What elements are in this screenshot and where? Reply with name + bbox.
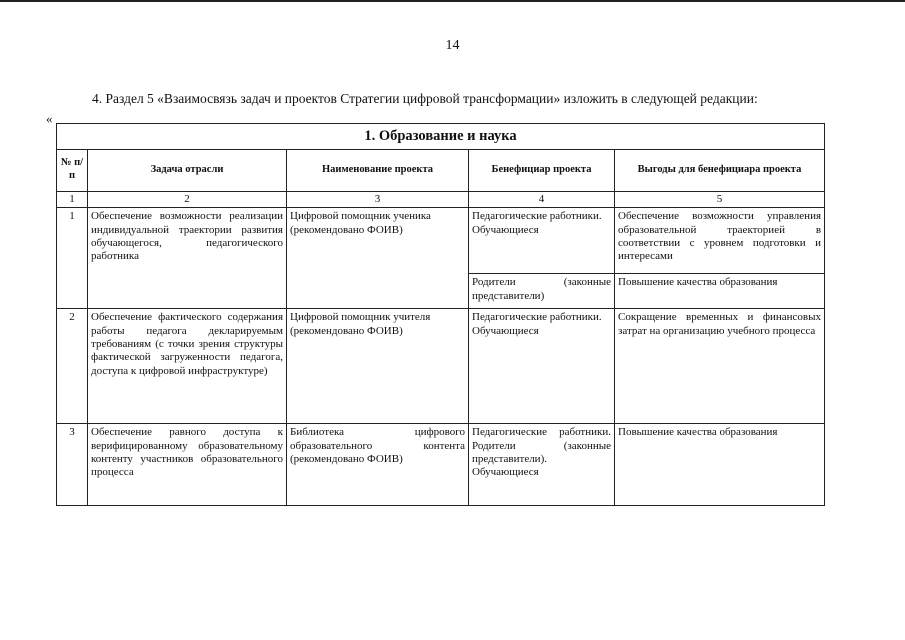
opening-quote-mark: « <box>46 111 53 126</box>
benefit-cell: Повышение качества образования <box>615 424 825 506</box>
scan-top-border <box>0 0 905 2</box>
header-row <box>57 149 825 191</box>
project-cell: Библиотека цифрового образовательного контента (рекомендовано ФОИВ) <box>287 424 469 506</box>
header-task: Задача отрасли <box>88 149 287 191</box>
column-number: 3 <box>287 191 469 207</box>
beneficiary-cell: Педагогические работники. Обучающиеся <box>469 309 615 424</box>
project-cell: Цифровой помощник учителя (рекомендовано ФОИВ) <box>287 309 469 424</box>
strategy-table <box>56 123 825 506</box>
task-cell: Обеспечение фактического содержания работы педагога декларируемым требованиям (с точки зрения структуры фактической загруженности педагога, доступа к цифровой инфраструктуре) <box>88 309 287 424</box>
column-number: 5 <box>615 191 825 207</box>
column-number: 2 <box>88 191 287 207</box>
table-row <box>57 424 825 506</box>
intro-paragraph: 4. Раздел 5 «Взаимосвязь задач и проектов Стратегии цифровой трансформации» изложить в следующей редакции: <box>92 91 758 106</box>
task-cell: Обеспечение возможности реализации индивидуальной траектории развития обучающегося, педагогического работника <box>88 208 287 309</box>
page-number: 14 <box>445 38 460 53</box>
row-number: 1 <box>57 208 88 309</box>
benefit-cell: Обеспечение возможности управления образовательной траекторией в соответствии с уровнем подготовки и интересами <box>615 208 825 274</box>
beneficiary-cell: Педагогические работники. Родители (законные представители). Обучающиеся <box>469 424 615 506</box>
beneficiary-cell: Педагогические работники. Обучающиеся <box>469 208 615 274</box>
beneficiary-cell: Родители (законные представители) <box>469 274 615 309</box>
header-num: № п/п <box>57 149 88 191</box>
table-row <box>57 309 825 424</box>
section-row <box>57 124 825 150</box>
table-row <box>57 208 825 274</box>
project-cell: Цифровой помощник ученика (рекомендовано ФОИВ) <box>287 208 469 309</box>
section-title: 1. Образование и наука <box>57 124 825 150</box>
header-project: Наименование проекта <box>287 149 469 191</box>
header-benefits: Выгоды для бенефициара проекта <box>615 149 825 191</box>
header-beneficiary: Бенефициар проекта <box>469 149 615 191</box>
row-number: 2 <box>57 309 88 424</box>
task-cell: Обеспечение равного доступа к верифицированному образовательному контенту участников образовательного процесса <box>88 424 287 506</box>
column-number-row <box>57 191 825 207</box>
column-number: 4 <box>469 191 615 207</box>
column-number: 1 <box>57 191 88 207</box>
benefit-cell: Сокращение временных и финансовых затрат на организацию учебного процесса <box>615 309 825 424</box>
row-number: 3 <box>57 424 88 506</box>
benefit-cell: Повышение качества образования <box>615 274 825 309</box>
